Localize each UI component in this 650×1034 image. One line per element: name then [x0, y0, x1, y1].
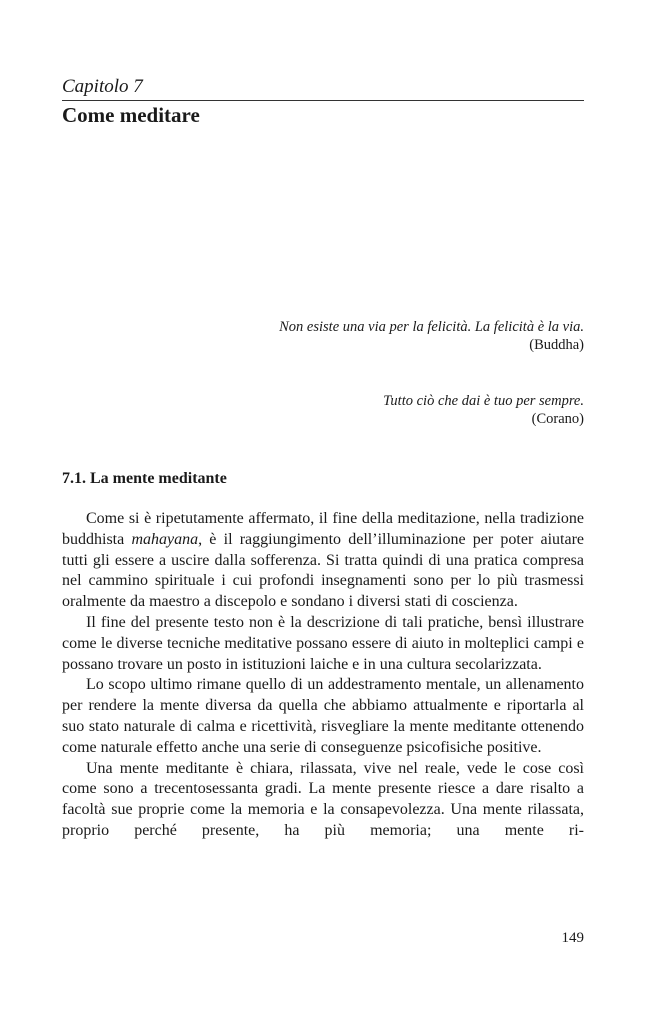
body-text	[62, 509, 584, 842]
paragraph-1	[62, 509, 584, 613]
paragraph-2: Il fine del presente testo non è la descrizione di tali pratiche, bensì illustrare come le diverse tecniche meditative possano essere di aiuto in molteplici campi e possano trovare un posto in istituzioni laiche e in una cultura secolarizzata.	[62, 613, 584, 673]
paragraph-4: Una mente meditante è chiara, rilassata, vive nel reale, vede le cose così come sono a trecentosessanta gradi. La mente presente riesce a dare risalto a facoltà sue proprie come la memoria e la consapevolezza. Una mente rilassata, proprio perché presente, ha più memoria; una mente ri-	[62, 759, 584, 839]
epigraph-quote: Non esiste una via per la felicità. La felicità è la via.	[279, 319, 584, 335]
paragraph-3: Lo scopo ultimo rimane quello di un addestramento mentale, un allenamento per rendere la mente diversa da quella che abbiamo attualmente e riportarla al suo stato naturale di calma e ricettività, risvegliare la mente meditante ottenendo come naturale effetto anche una serie di conseguenze psicofisiche positive.	[62, 676, 584, 756]
epigraph-source: (Buddha)	[529, 337, 584, 353]
epigraph-corano	[383, 392, 584, 428]
epigraph-source: (Corano)	[531, 411, 584, 427]
paragraph-text: Come si è ripetutamente affermato, il fine della meditazione, nella tradizione buddhista	[62, 510, 584, 548]
section-heading: 7.1. La mente meditante	[62, 470, 227, 487]
page-number: 149	[561, 930, 584, 946]
paragraph-text: , è il raggiungimento dell’illuminazione per poter aiutare tutti gli essere a uscire dalla sofferenza. Si tratta quindi di una pratica compresa nel cammino spirituale i cui profondi insegnamenti sono per lo più trasmessi oralmente da maestro a discepolo e sondano i diversi stati di coscienza.	[62, 530, 584, 611]
chapter-rule	[62, 100, 584, 101]
chapter-title: Come meditare	[62, 103, 200, 127]
emphasis-term: mahayana	[131, 530, 199, 548]
epigraph-quote: Tutto ciò che dai è tuo per sempre.	[383, 393, 584, 409]
chapter-label: Capitolo 7	[62, 76, 143, 97]
epigraph-buddha	[279, 318, 584, 354]
